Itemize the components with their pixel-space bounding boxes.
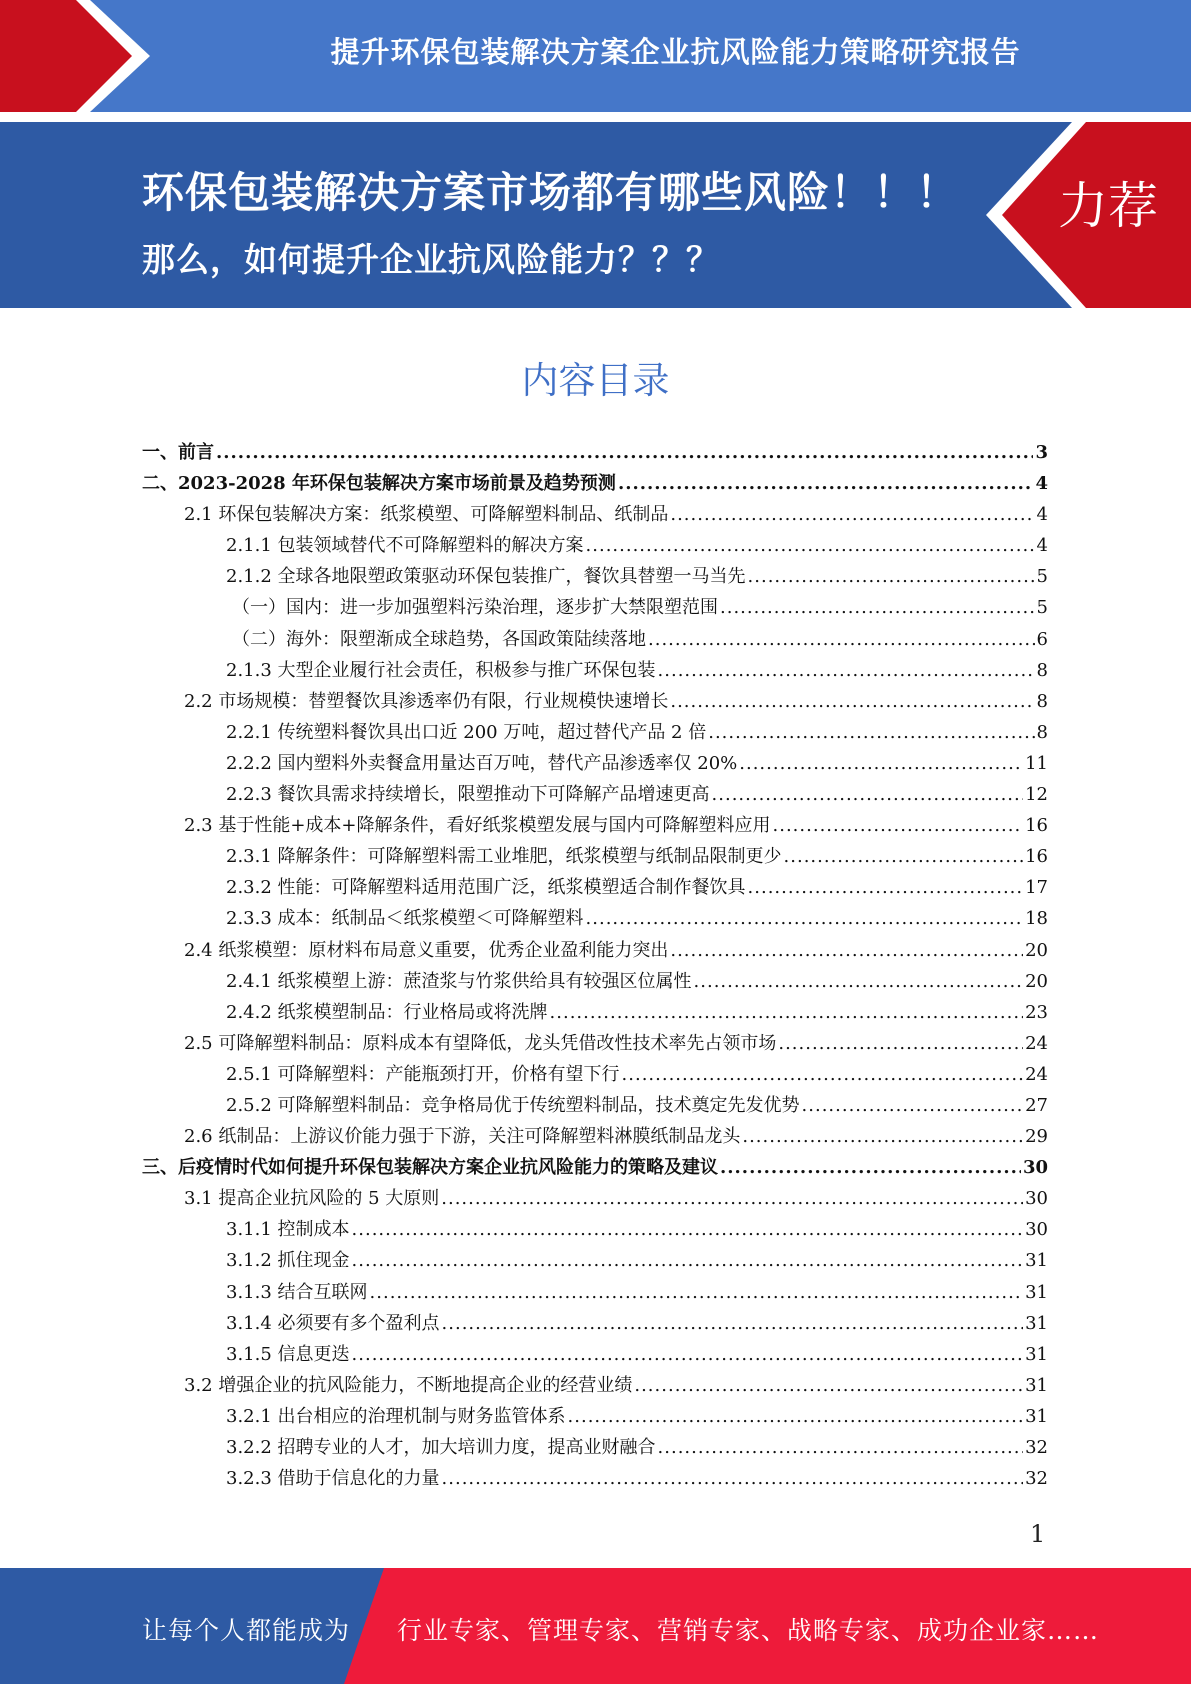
toc-entry-label: 3.2.2 招聘专业的人才，加大培训力度，提高业财融合 [226, 1437, 656, 1458]
toc-entry-page: 31 [1025, 1281, 1048, 1303]
toc-entry-label: 2.4.1 纸浆模塑上游：蔗渣浆与竹浆供给具有较强区位属性 [226, 970, 692, 992]
toc-dot-leader [720, 1152, 1021, 1183]
toc-entry-page: 3 [1035, 442, 1048, 463]
toc-dot-leader [634, 1370, 1023, 1401]
toc-entry-label: 3.2.3 借助于信息化的力量 [226, 1468, 440, 1490]
toc-entry-page: 30 [1025, 1219, 1048, 1241]
toc-entry-label: 3.1.1 控制成本 [226, 1219, 350, 1241]
toc-dot-leader [648, 624, 1035, 655]
toc-entry[interactable] [142, 748, 1048, 779]
toc-entry-label: 2.5.1 可降解塑料：产能瓶颈打开，价格有望下行 [226, 1063, 620, 1085]
toc-entry-label: 2.5 可降解塑料制品：原料成本有望降低，龙头凭借改性技术率先占领市场 [184, 1032, 777, 1054]
toc-entry-page: 27 [1025, 1094, 1048, 1116]
page-number: 1 [1030, 1520, 1046, 1548]
toc-entry[interactable] [142, 1432, 1048, 1463]
toc-entry-label: 2.4.2 纸浆模塑制品：行业格局或将洗牌 [226, 1001, 548, 1023]
toc-entry-page: 4 [1036, 535, 1048, 557]
toc-dot-leader [712, 779, 1024, 810]
toc-dot-leader [708, 717, 1034, 748]
toc-dot-leader [352, 1214, 1024, 1245]
report-title: 提升环保包装解决方案企业抗风险能力策略研究报告 [330, 35, 1021, 69]
toc-entry-label: 3.1.2 抓住现金 [226, 1250, 350, 1272]
toc-dot-leader [442, 1308, 1024, 1339]
toc-entry-page: 4 [1036, 504, 1048, 526]
toc-entry[interactable] [142, 686, 1048, 717]
toc-entry[interactable] [142, 530, 1048, 561]
toc-entry[interactable] [142, 1183, 1048, 1214]
toc-entry[interactable] [142, 1308, 1048, 1339]
toc-entry[interactable] [142, 1121, 1048, 1152]
toc-entry-label: 二、2023-2028 年环保包装解决方案市场前景及趋势预测 [142, 473, 616, 495]
toc-dot-leader [586, 903, 1024, 934]
toc-entry-label: 3.1 提高企业抗风险的 5 大原则 [184, 1188, 440, 1210]
toc-entry[interactable] [142, 966, 1048, 997]
toc-dot-leader [748, 872, 1024, 903]
toc-entry-label: （一）国内：进一步加强塑料污染治理，逐步扩大禁限塑范围 [232, 597, 718, 619]
toc-entry[interactable] [142, 1214, 1048, 1245]
toc-entry-label: 2.3.1 降解条件：可降解塑料需工业堆肥，纸浆模塑与纸制品限制更少 [226, 846, 782, 868]
toc-dot-leader [550, 997, 1024, 1028]
toc-entry[interactable] [142, 468, 1048, 499]
toc-entry-label: 2.1 环保包装解决方案：纸浆模塑、可降解塑料制品、纸制品 [184, 504, 669, 526]
toc-entry-page: 5 [1036, 566, 1048, 588]
toc-entry-page: 18 [1025, 908, 1048, 930]
toc-entry[interactable] [142, 499, 1048, 530]
toc-entry-label: 2.1.3 大型企业履行社会责任，积极参与推广环保包装 [226, 659, 656, 681]
toc-entry-page: 17 [1025, 877, 1048, 899]
toc-entry[interactable] [142, 1059, 1048, 1090]
toc-entry[interactable] [142, 779, 1048, 810]
toc-entry-page: 8 [1036, 721, 1048, 743]
toc-entry-label: 三、后疫情时代如何提升环保包装解决方案企业抗风险能力的策略及建议 [142, 1157, 718, 1179]
toc-entry[interactable] [142, 655, 1048, 686]
toc-entry-label: 2.3.3 成本：纸制品＜纸浆模塑＜可降解塑料 [226, 908, 584, 930]
toc-entry-page: 20 [1025, 970, 1048, 992]
toc-entry-page: 31 [1025, 1312, 1048, 1334]
toc-entry[interactable] [142, 1401, 1048, 1432]
headline-banner [0, 122, 1191, 308]
toc-entry-page: 32 [1025, 1437, 1048, 1458]
toc-entry-page: 6 [1036, 628, 1048, 650]
toc-dot-leader [622, 1059, 1024, 1090]
toc-entry-page: 30 [1022, 1157, 1048, 1179]
toc-entry-page: 31 [1025, 1250, 1048, 1272]
toc-dot-leader [802, 1090, 1024, 1121]
toc-entry[interactable] [142, 841, 1048, 872]
toc-entry-label: 2.2.3 餐饮具需求持续增长，限塑推动下可降解产品增速更高 [226, 784, 710, 806]
toc-entry-label: 2.1.1 包装领域替代不可降解塑料的解决方案 [226, 535, 584, 557]
toc-entry-page: 16 [1025, 846, 1048, 868]
toc-dot-leader [778, 1028, 1023, 1059]
toc-entry-label: 3.2.1 出台相应的治理机制与财务监管体系 [226, 1405, 566, 1427]
toc-entry[interactable] [142, 1028, 1048, 1059]
toc-entry[interactable] [142, 903, 1048, 934]
headline-ability-question: 那么，如何提升企业抗风险能力？？？ [142, 240, 720, 279]
toc-entry[interactable] [142, 1090, 1048, 1121]
toc-entry-label: 2.1.2 全球各地限塑政策驱动环保包装推广，餐饮具替塑一马当先 [226, 566, 746, 588]
toc-dot-leader [670, 499, 1034, 530]
toc-entry-label: 2.2 市场规模：替塑餐饮具渗透率仍有限，行业规模快速增长 [184, 690, 669, 712]
recommend-badge: 力荐 [1058, 177, 1158, 235]
toc-entry[interactable] [142, 1152, 1048, 1183]
toc-entry[interactable] [142, 997, 1048, 1028]
toc-dot-leader [441, 1183, 1023, 1214]
toc-dot-leader [586, 530, 1035, 561]
toc-entry[interactable] [142, 1463, 1048, 1494]
toc-entry-page: 32 [1025, 1468, 1048, 1490]
toc-entry-label: 3.1.4 必须要有多个盈利点 [226, 1312, 440, 1334]
toc-title: 内容目录 [521, 359, 670, 402]
toc-entry-label: 2.2.2 国内塑料外卖餐盒用量达百万吨，替代产品渗透率仅 20% [226, 752, 738, 774]
toc-dot-leader [773, 810, 1024, 841]
toc-dot-leader [658, 655, 1035, 686]
toc-entry[interactable] [142, 1245, 1048, 1276]
toc-entry[interactable] [142, 810, 1048, 841]
toc-entry[interactable] [142, 437, 1048, 468]
toc-dot-leader [568, 1401, 1024, 1432]
toc-entry-label: 2.4 纸浆模塑：原材料布局意义重要，优秀企业盈利能力突出 [184, 939, 669, 961]
toc-entry-page: 30 [1025, 1188, 1048, 1210]
toc-entry[interactable] [142, 717, 1048, 748]
toc-entry-label: （二）海外：限塑渐成全球趋势，各国政策陆续落地 [232, 628, 646, 650]
toc-entry[interactable] [142, 592, 1048, 623]
toc-entry-label: 2.2.1 传统塑料餐饮具出口近 200 万吨，超过替代产品 2 倍 [226, 721, 707, 743]
toc-entry-page: 31 [1025, 1343, 1048, 1365]
toc-entry[interactable] [142, 935, 1048, 966]
toc-entry-label: 3.2 增强企业的抗风险能力，不断地提高企业的经营业绩 [184, 1374, 633, 1396]
toc-entry-page: 16 [1025, 815, 1048, 837]
toc-dot-leader [442, 1463, 1024, 1494]
toc-dot-leader [352, 1245, 1024, 1276]
footer-slogan-left: 让每个人都能成为 [142, 1616, 351, 1645]
footer-slogan-right: 行业专家、管理专家、营销专家、战略专家、成功企业家…… [397, 1616, 1100, 1645]
toc-dot-leader [370, 1277, 1024, 1308]
toc-entry-label: 2.3.2 性能：可降解塑料适用范围广泛，纸浆模塑适合制作餐饮具 [226, 877, 746, 899]
toc-entry-label: 一、前言 [142, 442, 214, 463]
footer-band [0, 1568, 1191, 1684]
toc-entry-page: 20 [1025, 939, 1048, 961]
toc-entry-page: 11 [1025, 752, 1048, 774]
toc-dot-leader [352, 1339, 1024, 1370]
toc-dot-leader [670, 935, 1023, 966]
toc-entry[interactable] [142, 1339, 1048, 1370]
toc-entry-label: 3.1.3 结合互联网 [226, 1281, 368, 1303]
table-of-contents [142, 437, 1048, 1494]
top-header-band [0, 0, 1191, 112]
toc-dot-leader [658, 1432, 1024, 1463]
toc-entry-label: 2.6 纸制品：上游议价能力强于下游，关注可降解塑料淋膜纸制品龙头 [184, 1126, 741, 1148]
toc-entry-page: 31 [1025, 1405, 1048, 1427]
toc-entry[interactable] [142, 1370, 1048, 1401]
toc-entry-label: 3.1.5 信息更迭 [226, 1343, 350, 1365]
toc-entry-page: 4 [1035, 473, 1048, 495]
toc-entry-page: 29 [1025, 1126, 1048, 1148]
toc-entry-page: 5 [1036, 597, 1048, 619]
toc-dot-leader [784, 841, 1024, 872]
toc-entry-label: 2.5.2 可降解塑料制品：竞争格局优于传统塑料制品，技术奠定先发优势 [226, 1094, 800, 1116]
toc-entry-label: 2.3 基于性能+成本+降解条件，看好纸浆模塑发展与国内可降解塑料应用 [184, 815, 771, 837]
toc-entry-page: 8 [1036, 659, 1048, 681]
toc-entry-page: 8 [1036, 690, 1048, 712]
headline-risk-question: 环保包装解决方案市场都有哪些风险！！！ [142, 168, 960, 217]
toc-dot-leader [739, 748, 1023, 779]
toc-entry-page: 24 [1025, 1063, 1048, 1085]
toc-entry[interactable] [142, 872, 1048, 903]
toc-dot-leader [748, 561, 1035, 592]
toc-dot-leader [618, 468, 1034, 499]
toc-dot-leader [694, 966, 1024, 997]
toc-dot-leader [670, 686, 1034, 717]
toc-dot-leader [216, 437, 1033, 468]
toc-entry[interactable] [142, 624, 1048, 655]
toc-dot-leader [742, 1121, 1023, 1152]
toc-entry[interactable] [142, 561, 1048, 592]
toc-entry-page: 23 [1025, 1001, 1048, 1023]
toc-entry-page: 31 [1025, 1374, 1048, 1396]
toc-entry-page: 24 [1025, 1032, 1048, 1054]
toc-dot-leader [720, 592, 1035, 623]
toc-entry[interactable] [142, 1277, 1048, 1308]
toc-entry-page: 12 [1025, 784, 1048, 806]
